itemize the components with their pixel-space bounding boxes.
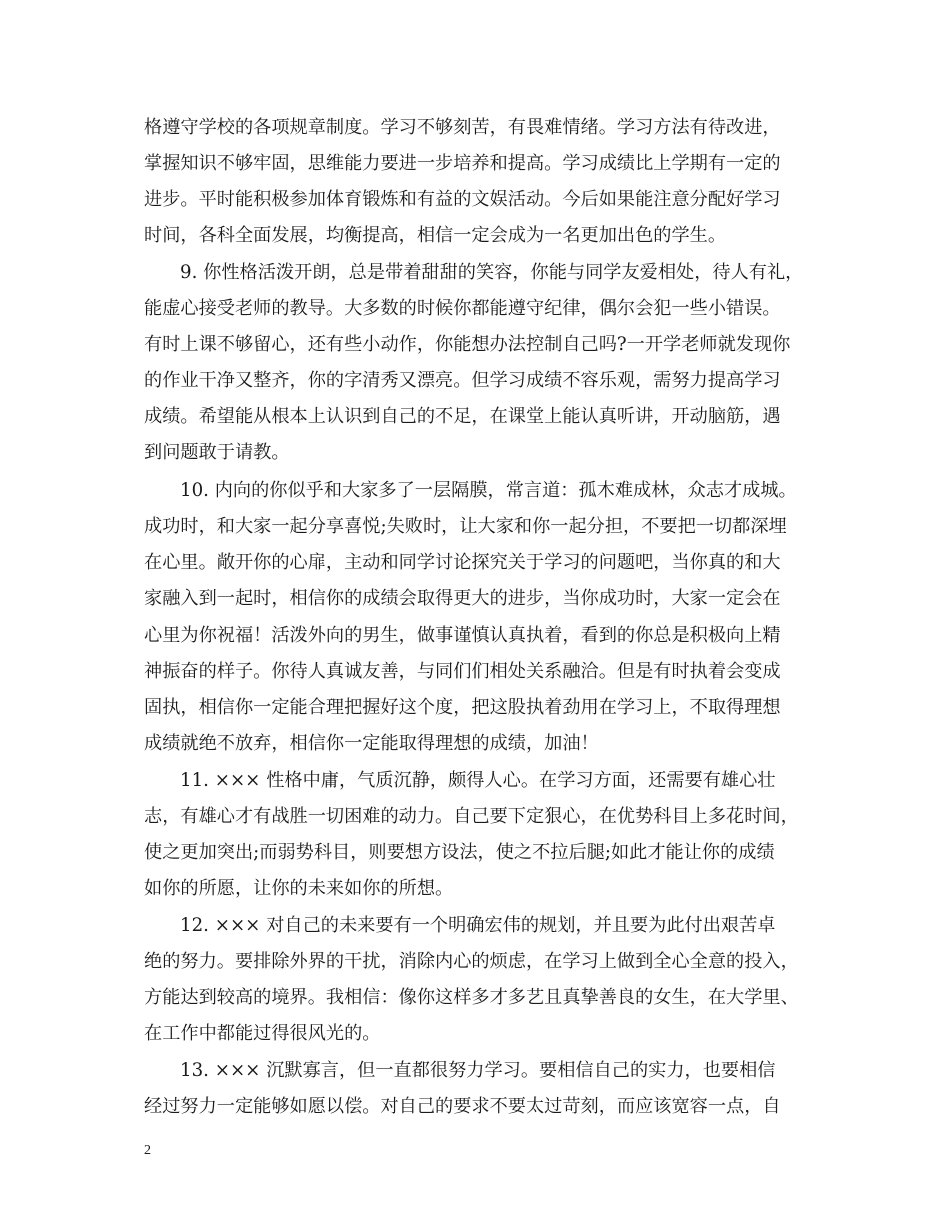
text-line: 家融入到一起时，相信你的成绩会取得更大的进步，当你成功时，大家一定会在 [144, 588, 781, 609]
text-line: 成绩。希望能从根本上认识到自己的不足，在课堂上能认真听讲，开动脑筋，遇 [144, 406, 781, 427]
text-line: 的作业干净又整齐，你的字清秀又漂亮。但学习成绩不容乐观，需努力提高学习 [144, 370, 781, 391]
text-line: 神振奋的样子。你待人真诚友善，与同们们相处关系融洽。但是有时执着会变成 [144, 661, 781, 682]
text-line: 心里为你祝福！活泼外向的男生，做事谨慎认真执着，看到的你总是积极向上精 [144, 625, 781, 646]
text-line: 掌握知识不够牢固，思维能力要进一步培养和提高。学习成绩比上学期有一定的 [144, 153, 781, 174]
text-line: 12. ××× 对自己的未来要有一个明确宏伟的规划，并且要为此付出艰苦卓 [180, 915, 776, 936]
text-line: 9. 你性格活泼开朗，总是带着甜甜的笑容，你能与同学友爱相处，待人有礼， [180, 262, 804, 283]
text-line: 11. ××× 性格中庸，气质沉静，颇得人心。在学习方面，还需要有雄心壮 [180, 770, 776, 791]
text-line: 格遵守学校的各项规章制度。学习不够刻苦，有畏难情绪。学习方法有待改进， [144, 117, 781, 138]
text-line: 在工作中都能过得很风光的。 [144, 1023, 381, 1044]
text-line: 在心里。敞开你的心扉，主动和同学讨论探究关于学习的问题吧，当你真的和大 [144, 552, 781, 573]
text-line: 方能达到较高的境界。我相信：像你这样多才多艺且真挚善良的女生，在大学里、 [144, 987, 799, 1008]
text-line: 能虚心接受老师的教导。大多数的时候你都能遵守纪律，偶尔会犯一些小错误。 [144, 298, 781, 319]
text-line: 有时上课不够留心，还有些小动作，你能想办法控制自己吗?一开学老师就发现你 [144, 334, 791, 355]
text-line: 志，有雄心才有战胜一切困难的动力。自己要下定狠心，在优势科目上多花时间， [144, 806, 799, 827]
text-line: 时间，各科全面发展，均衡提高，相信一定会成为一名更加出色的学生。 [144, 225, 727, 246]
text-line: 如你的所愿，让你的未来如你的所想。 [144, 878, 454, 899]
text-line: 使之更加突出;而弱势科目，则要想方设法，使之不拉后腿;如此才能让你的成绩 [144, 842, 775, 863]
text-line: 成绩就绝不放弃，相信你一定能取得理想的成绩，加油！ [144, 733, 599, 754]
text-line: 绝的努力。要排除外界的干扰，消除内心的烦虑，在学习上做到全心全意的投入， [144, 951, 799, 972]
text-line: 成功时，和大家一起分享喜悦;失败时，让大家和你一起分担，不要把一切都深埋 [144, 516, 787, 537]
text-line: 固执，相信你一定能合理把握好这个度，把这股执着劲用在学习上，不取得理想 [144, 697, 781, 718]
text-line: 到问题敢于请教。 [144, 442, 290, 463]
text-line: 13. ××× 沉默寡言，但一直都很努力学习。要相信自己的实力，也要相信 [180, 1060, 776, 1081]
text-line: 10. 内向的你似乎和大家多了一层隔膜，常言道：孤木难成林，众志才成城。 [180, 480, 797, 501]
text-line: 经过努力一定能够如愿以偿。对自己的要求不要太过苛刻，而应该宽容一点，自 [144, 1096, 781, 1117]
text-line: 进步。平时能积极参加体育锻炼和有益的文娱活动。今后如果能注意分配好学习 [144, 189, 781, 210]
page-number: 2 [144, 1143, 151, 1158]
